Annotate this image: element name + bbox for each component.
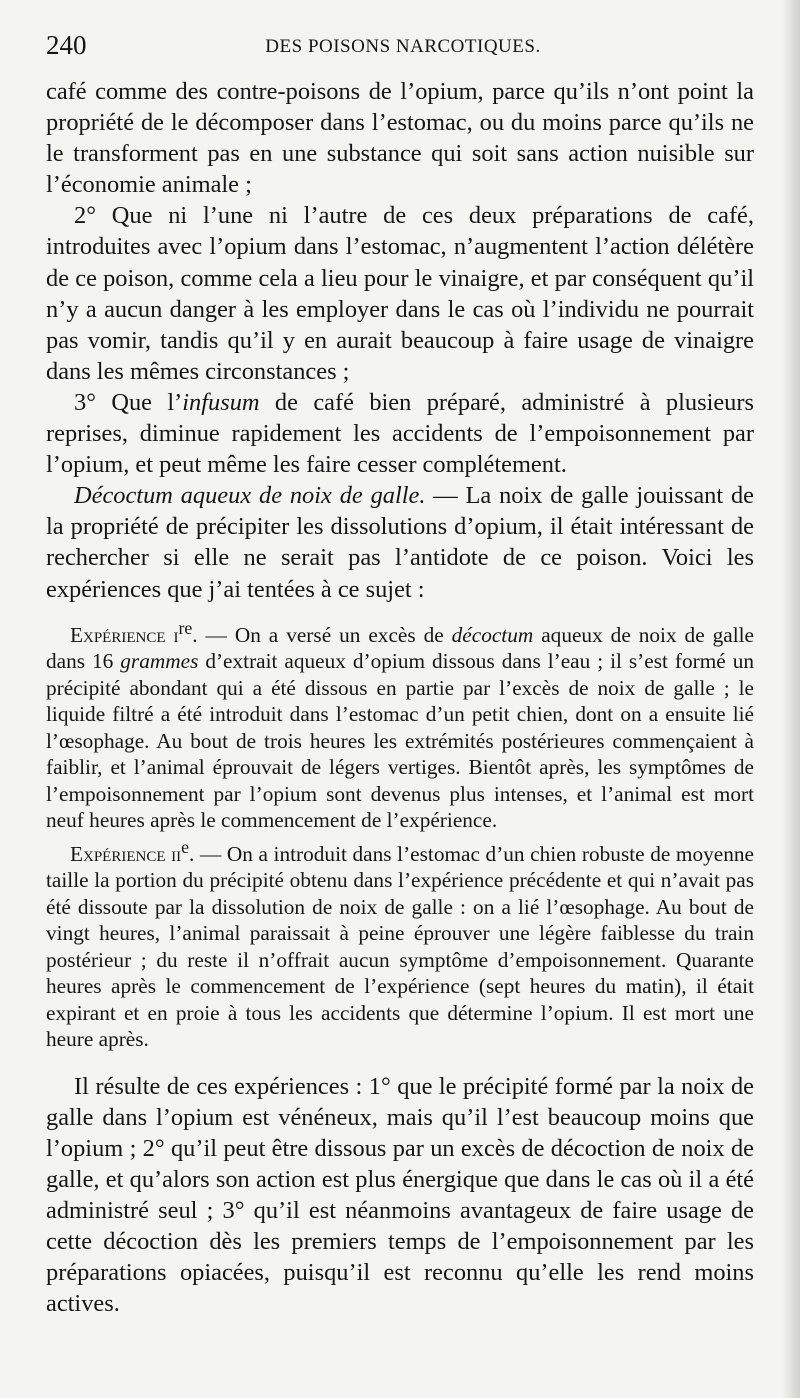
paragraph-conclusion: [46, 1071, 754, 1320]
experiment-ordinal: i: [173, 622, 179, 647]
body-text: [46, 76, 754, 1320]
experiment-ordinal-suffix: e: [181, 836, 190, 857]
experiment-label: Expérience: [70, 622, 166, 647]
paragraph-decoctum-intro: [46, 480, 754, 604]
experiment-label: Expérience: [70, 841, 166, 866]
experiment-1: [46, 615, 754, 834]
paragraph-continuation: [46, 76, 754, 200]
running-head: DES POISONS NARCOTIQUES.: [265, 36, 541, 57]
paragraph-second-conclusion: [46, 200, 754, 387]
experiment-ordinal-suffix: re: [178, 617, 193, 638]
experiment-text: aqueux de noix de galle dans 16: [46, 622, 754, 674]
experiment-2: [46, 834, 754, 1053]
page-edge-shadow: [782, 0, 800, 1398]
paragraph-third-conclusion: [46, 387, 754, 480]
experiment-text: d’extrait aqueux d’opium dissous dans l’eau ; il s’est formé un précipité abondant qui a été dissous en partie par l’excès de noix de galle ; le liquide filtré a été introduit dans l’estomac d’un petit chien, dont on a ensuite lié l’œsophage. Au bout de trois heures les extrémités postérieures commençaient à faiblir, et l’animal éprouvait de légers vertiges. Bientôt après, les symptômes de l’empoisonnement par l’opium sont devenus plus intenses, et l’animal est mort neuf heures après le commencement de l’expérience.: [46, 649, 754, 833]
italic-term: décoctum: [451, 622, 534, 647]
experiment-text: . — On a versé un excès de: [192, 622, 452, 647]
experiment-ordinal: ii: [171, 841, 182, 866]
page-number: 240: [46, 30, 87, 60]
page-header: [46, 30, 760, 64]
italic-term: infusum: [182, 388, 260, 416]
italic-term: grammes: [120, 649, 199, 674]
paragraph-text: — La noix de galle jouissant de la propriété de précipiter les dissolutions d’opium, il était intéressant de rechercher si elle ne serait pas l’antidote de ce poison. Voici les expériences que j’ai tentées à ce sujet :: [46, 482, 754, 603]
paragraph-text: de café bien préparé, administré à plusieurs reprises, diminue rapidement les accidents de l’empoisonnement par l’opium, et peut même les faire cesser complétement.: [46, 388, 754, 479]
experiment-text: . — On a introduit dans l’estomac d’un chien robuste de moyenne taille la portion du précipité obtenu dans l’expérience précédente et qui n’avait pas été dissoute par la dissolution de noix de galle : on a lié l’œsophage. Au bout de vingt heures, l’animal paraissait à peine éprouver une légère faiblesse du train postérieur ; du reste il n’offrait aucun symptôme d’empoisonnement. Quarante heures après le commencement de l’expérience (sept heures du matin), il était expirant et en proie à tous les accidents que détermine l’opium. Il est mort une heure après.: [46, 841, 754, 1052]
section-title: Décoctum aqueux de noix de galle.: [74, 482, 426, 510]
paragraph-text: 2° Que ni l’une ni l’autre de ces deux préparations de café, introduites avec l’opium dans l’estomac, n’augmentent l’action délétère de ce poison, comme cela a lieu pour le vinaigre, et par conséquent qu’il n’y a aucun danger à les employer dans le cas où l’individu ne pourrait pas vomir, tandis qu’il y en aurait beaucoup à faire usage de vinaigre dans les mêmes circonstances ;: [46, 202, 754, 385]
paragraph-text: Il résulte de ces expériences : 1° que le précipité formé par la noix de galle dans l’opium est vénéneux, mais qu’il l’est beaucoup moins que l’opium ; 2° qu’il peut être dissous par un excès de décoction de noix de galle, et qu’alors son action est plus énergique que dans le cas où il a été administré seul ; 3° qu’il est néanmoins avantageux de faire usage de cette décoction dès les premiers temps de l’empoisonnement par les préparations opiacées, puisqu’il est reconnu qu’elle les rend moins actives.: [46, 1072, 754, 1318]
paragraph-text: café comme des contre-poisons de l’opium, parce qu’ils n’ont point la propriété de le décomposer dans l’estomac, ou du moins parce qu’ils ne le transforment pas en une substance qui soit sans action nuisible sur l’économie animale ;: [46, 78, 754, 199]
paragraph-lead: 3° Que l’: [74, 388, 183, 416]
